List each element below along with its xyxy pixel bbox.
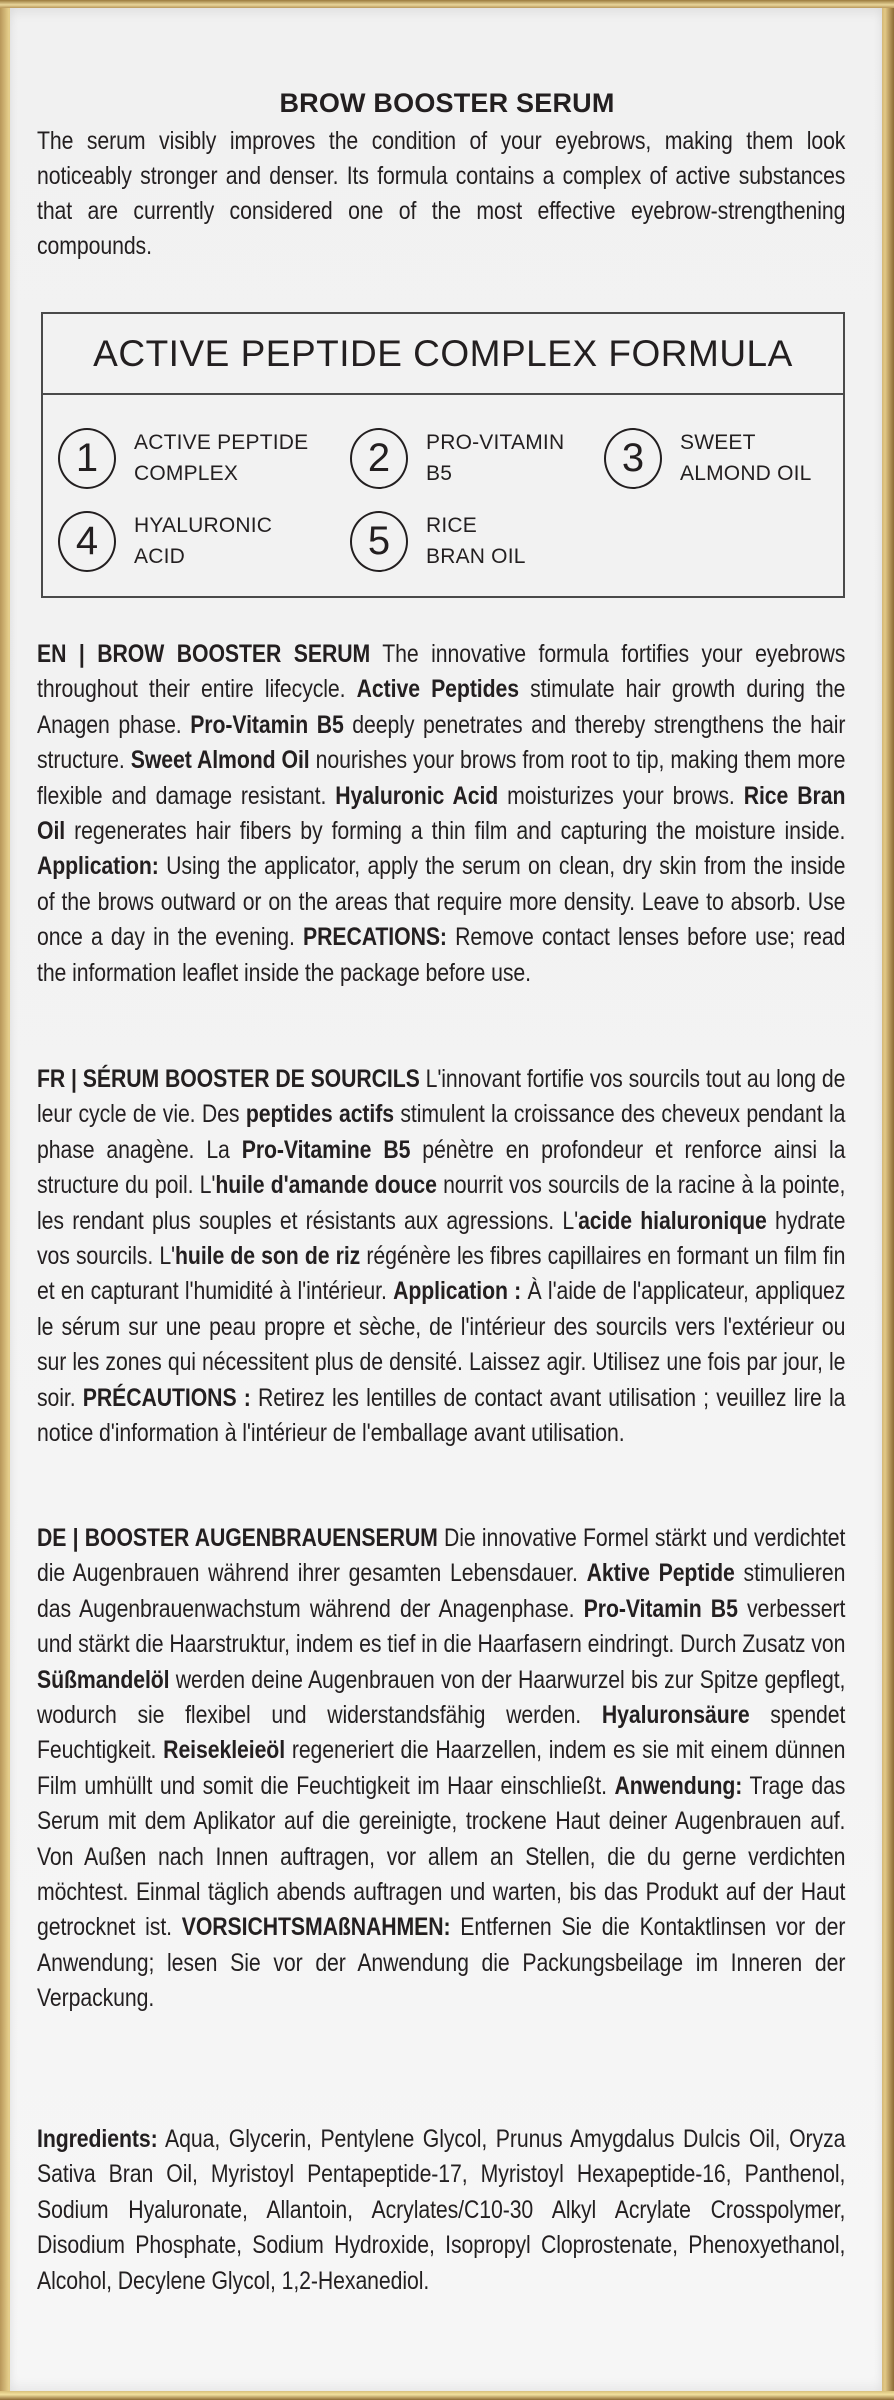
- product-intro: The serum visibly improves the condition of your eyebrows, making them look noticeably stronger and denser. Its formula contains a complex of active substances that are currently considered one of the most effective eyebrow-strengthening compounds.: [37, 127, 846, 260]
- formula-item-label: SWEET ALMOND OIL: [680, 431, 812, 485]
- body-text: régénère les fibres capillaires en formant un film fin et en capturant l'humidité à l'intérieur.: [37, 1242, 846, 1306]
- bold-term: Aktive Peptide: [586, 1559, 735, 1588]
- formula-item-5: [350, 510, 526, 572]
- body-text: Trage das Serum mit dem Aplikator auf die gereinigte, trockene Haut deiner Augenbrauen auf. Von Außen nach Innen auftragen, vor allem an Stellen, die du gerne verdichten möchtest. Einmal täglich abends auftragen und warten, bis das Produkt auf der Haut getrocknet ist.: [37, 1771, 846, 1942]
- number-circle-icon: 2: [350, 428, 408, 489]
- body-text: The innovative formula fortifies your eyebrows throughout their entire lifecycle.: [37, 640, 846, 704]
- bold-term: PRECATIONS:: [303, 923, 447, 952]
- bold-term: huile d'amande douce: [215, 1171, 437, 1200]
- bold-term: Rice Bran Oil: [37, 781, 846, 846]
- bold-term: Sweet Almond Oil: [130, 746, 310, 775]
- bold-term: Pro-Vitamin B5: [583, 1594, 738, 1623]
- formula-item-label: ACTIVE PEPTIDE COMPLEX: [134, 431, 309, 485]
- body-text: À l'aide de l'applicateur, appliquez le sérum sur une peau propre et sèche, de l'intérieur des sourcils vers l'extérieur ou sur les zones qui nécessitent plus de densité. Laissez agir. Utilisez une fois par jour, le soir.: [37, 1277, 846, 1412]
- bold-term: peptides actifs: [245, 1100, 394, 1129]
- formula-item-1: [58, 427, 308, 489]
- body-text: Die innovative Formel stärkt und verdichtet die Augenbrauen während ihrer gesamten Lebensdauer.: [37, 1524, 846, 1588]
- formula-item-label: RICE BRAN OIL: [426, 514, 526, 568]
- section-ingredients: [37, 2122, 845, 2299]
- formula-box: [41, 312, 845, 598]
- formula-box-header: [43, 314, 843, 395]
- number-circle-icon: 4: [58, 511, 116, 572]
- body-text: stimulieren das Augenbrauenwachstum während der Anagenphase.: [37, 1559, 846, 1623]
- body-text: Remove contact lenses before use; read the information leaflet inside the package before use.: [37, 923, 846, 987]
- body-text: hydrate vos sourcils. L': [37, 1206, 846, 1271]
- body-text: Retirez les lentilles de contact avant utilisation ; veuillez lire la notice d'information à l'intérieur de l'emballage avant utilisation.: [37, 1383, 846, 1448]
- formula-item-3: [604, 427, 812, 489]
- bold-term: PRÉCAUTIONS :: [82, 1383, 251, 1412]
- body-text: verbessert und stärkt die Haarstruktur, indem es tief in die Haarfasern eindringt. Durch Zusatz von: [37, 1594, 846, 1659]
- body-text: pénètre en profondeur et renforce ainsi la structure du poil. L': [37, 1135, 846, 1200]
- bold-term: VORSICHTSMAßNAHMEN:: [181, 1913, 451, 1942]
- number-circle-icon: 1: [58, 428, 116, 489]
- bold-term: FR | SÉRUM BOOSTER DE SOURCILS: [37, 1065, 420, 1093]
- body-text: L'innovant fortifie vos sourcils tout au long de leur cycle de vie. Des: [37, 1065, 846, 1129]
- bold-term: Anwendung:: [614, 1771, 743, 1800]
- formula-item-2: [350, 427, 564, 489]
- formula-box-title: ACTIVE PEPTIDE COMPLEX FORMULA: [93, 332, 793, 374]
- bold-term: Ingredients:: [37, 2125, 158, 2153]
- section-fr: [37, 1062, 845, 1451]
- body-text: moisturizes your brows.: [498, 781, 744, 810]
- body-text: regeneriert die Haarzellen, indem es sie mit einem dünnen Film umhüllt und somit die Feuchtigkeit im Haar einschließt.: [37, 1736, 846, 1800]
- product-title: BROW BOOSTER SERUM: [279, 88, 615, 118]
- bold-term: Application:: [37, 852, 159, 881]
- body-text: deeply penetrates and thereby strengthens the hair structure.: [37, 710, 846, 775]
- bold-term: DE | BOOSTER AUGENBRAUENSERUM: [37, 1524, 438, 1552]
- body-text: Aqua, Glycerin, Pentylene Glycol, Prunus Amygdalus Dulcis Oil, Oryza Sativa Bran Oil, Myristoyl Pentapeptide-17, Myristoyl Hexapeptide-16, Panthenol, Sodium Hyaluronate, Allantoin, Acrylates/C10-30 Alkyl Acrylate Crosspolymer, Disodium Phosphate, Sodium Hydroxide, Isopropyl Cloprostenate, Phenoxyethanol, Alcohol, Decylene Glycol, 1,2-Hexanediol.: [37, 2125, 846, 2295]
- body-text: spendet Feuchtigkeit.: [37, 1701, 846, 1765]
- body-text: stimulent la croissance des cheveux pendant la phase anagène. La: [37, 1100, 846, 1164]
- body-text: werden deine Augenbrauen von der Haarwurzel bis zur Spitze gepflegt, wodurch sie flexibel und widerstandsfähig werden.: [37, 1665, 846, 1730]
- formula-item-label: HYALURONIC ACID: [134, 514, 273, 568]
- number-circle-icon: 5: [350, 511, 408, 572]
- number-circle-icon: 3: [604, 428, 662, 489]
- section-de: [37, 1521, 845, 2017]
- bold-term: Pro-Vitamin B5: [190, 710, 344, 739]
- formula-item-label: PRO-VITAMIN B5: [426, 431, 565, 485]
- bold-term: Application :: [393, 1277, 522, 1306]
- body-text: stimulate hair growth during the Anagen phase.: [37, 675, 846, 739]
- body-text: nourishes your brows from root to tip, making them more flexible and damage resistant.: [37, 746, 846, 810]
- body-text: Entfernen Sie die Kontaktlinsen vor der Anwendung; lesen Sie vor der Anwendung die Packungsbeilage im Inneren der Verpackung.: [37, 1913, 846, 2013]
- body-text: Using the applicator, apply the serum on clean, dry skin from the inside of the brows outward or on the areas that require more density. Leave to absorb. Use once a day in the evening.: [37, 852, 846, 952]
- bold-term: Hyaluronsäure: [601, 1701, 750, 1730]
- bold-term: acide hialuronique: [578, 1206, 767, 1235]
- bold-term: Pro-Vitamine B5: [241, 1135, 411, 1164]
- bold-term: EN | BROW BOOSTER SERUM: [37, 640, 371, 668]
- body-text: regenerates hair fibers by forming a thin film and capturing the moisture inside.: [65, 817, 846, 846]
- bold-term: Reisekleieöl: [163, 1736, 286, 1765]
- bold-term: Hyaluronic Acid: [335, 781, 499, 810]
- bold-term: huile de son de riz: [175, 1242, 361, 1271]
- bold-term: Active Peptides: [356, 675, 519, 704]
- section-en: [37, 637, 845, 991]
- body-text: nourrit vos sourcils de la racine à la pointe, les rendant plus souples et résistants aux agressions. L': [37, 1171, 846, 1235]
- formula-item-4: [58, 510, 272, 572]
- bold-term: Süßmandelöl: [37, 1665, 170, 1694]
